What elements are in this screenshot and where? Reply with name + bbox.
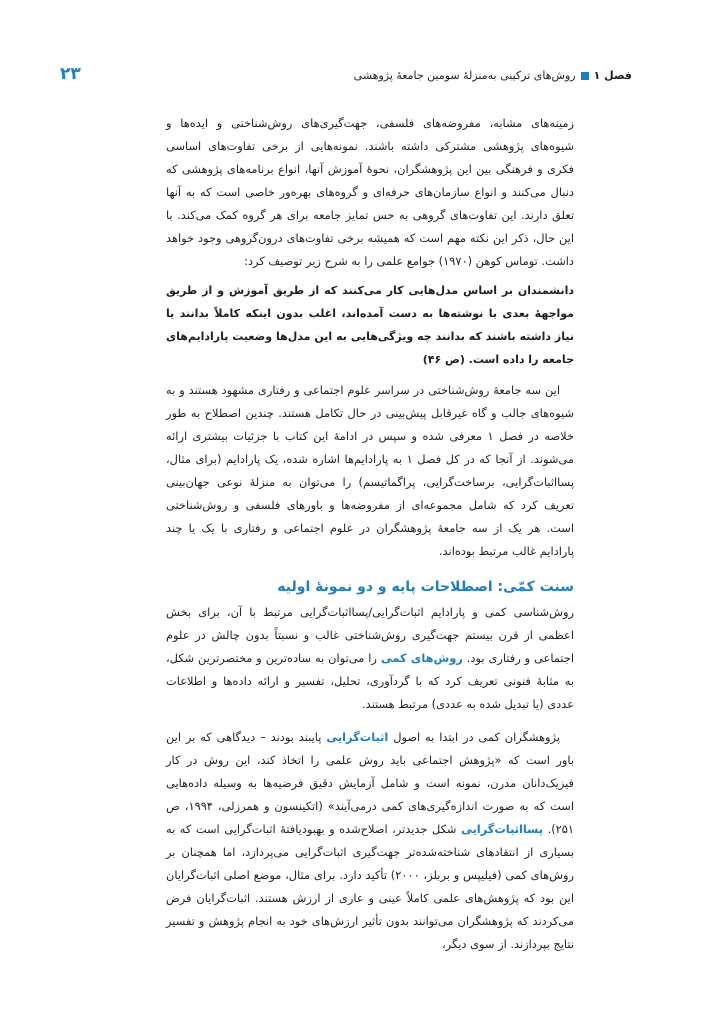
paragraph-1: زمینه‌های مشابه، مفروضه‌های فلسفی، جهت‌گیری‌های روش‌شناختی و ایده‌ها و شیوه‌های پژوهشی مشترکی داشته باشند. نمونه‌هایی از برخی تفاوت‌های اساسی فکری و فرهنگی بین این پژوهشگران، نحوهٔ آموزش آنها، انواع برنامه‌های پژوهشی که دنبال می‌کنند و انواع سازمان‌های حرفه‌ای و گروه‌های بهره‌ور خاصی است که به آنها تعلق دارند. این تفاوت‌های گروهی به حس تمایز جامعه برای هر گروه کمک می‌کند. با این حال، ذکر این نکته مهم است که همیشه برخی تفاوت‌های درون‌گروهی وجود خواهد داشت. توماس کوهن (۱۹۷۰) جوامع علمی را به شرح زیر توصیف کرد:	[166, 116, 574, 268]
paragraph-4-part-a: پژوهشگران کمی در ابتدا به اصول	[393, 730, 561, 744]
main-text	[166, 112, 574, 956]
page-number: ۲۳	[60, 64, 81, 84]
term-positivism: اثبات‌گرایی	[326, 730, 389, 744]
block-quote: دانشمندان بر اساس مدل‌هایی کار می‌کنند که از طریق آموزش و از طریق مواجههٔ بعدی با نوشته‌ها به دست آمده‌اند، اغلب بدون اینکه کاملاً بدانند یا نیاز داشته باشند که بدانند چه ویژگی‌هایی به این مدل‌ها وضعیت پارادایم‌های جامعه را داده است. (ص ۴۶)	[166, 284, 574, 366]
paragraph-gap	[166, 716, 574, 726]
square-bullet-icon	[581, 72, 589, 80]
paragraph-3-part-a: روش‌شناسی کمی و پارادایم اثبات‌گرایی/پسااثبات‌گرایی مرتبط با آن، برای بخش اعظمی از قرن بیستم جهت‌گیری روش‌شناختی غالب و نسبتاً بدون چالش در علوم اجتماعی و رفتاری بود.	[166, 605, 575, 665]
paragraph-2: این سه جامعهٔ روش‌شناختی در سراسر علوم اجتماعی و رفتاری مشهود هستند و به شیوه‌های جالب و گاه غیرقابل پیش‌بینی در حال تکامل هستند. چندین اصطلاح به طور خلاصه در فصل ۱ معرفی شده و سپس در ادامهٔ این کتاب با جزئیات بیشتری ارائه می‌شوند. از آنجا که در کل فصل ۱ به پارادایم‌ها اشاره شده، یک پارادایم (برای مثال، پسااثبات‌گرایی، برساخت‌گرایی، پراگماتیسم) را می‌توان به منزلهٔ نوعی جهان‌بینی تعریف کرد که شامل مجموعه‌ای از مفروضه‌ها و باورهای فلسفی و روش‌شناختی است. هر یک از سه جامعهٔ پژوهشگران در علوم اجتماعی و رفتاری با یک یا چند پارادایم غالب مرتبط بوده‌اند.	[166, 383, 574, 558]
term-postpositivism: پسااثبات‌گرایی	[460, 822, 544, 836]
section-heading: سنت کمّی: اصطلاحات پایه و دو نمونهٔ اولیه	[277, 579, 574, 595]
chapter-label: فصل ۱	[593, 69, 632, 82]
paragraph-4	[166, 726, 574, 956]
paragraph-4-part-c: شکل جدیدتر، اصلاح‌شده و بهبودیافتهٔ اثبات‌گرایی است که به بسیاری از انتقادهای شناخته‌شده‌تر جهت‌گیری اثبات‌گرایی می‌پردازد، اما همچنان بر روش‌های کمی (فیلیپس و بربلز، ۲۰۰۰) تأکید دارد. برای مثال، موضع اصلی اثبات‌گرایان این بود که پژوهش‌های علمی کاملاً عینی و عاری از ارزش هستند. اثبات‌گرایان فرض می‌کردند که پژوهشگران می‌توانند بدون تأثیر ارزش‌های خود به انجام پژوهش و تفسیر نتایج بپردازند. از سوی دیگر،	[166, 822, 574, 951]
term-quantitative-methods: روش‌های کمی	[380, 651, 463, 665]
paragraph-3	[166, 601, 574, 716]
chapter-title: روش‌های ترکیبی به‌منزلهٔ سومین جامعهٔ پژوهشی	[353, 69, 576, 82]
paragraph-3-part-b: را می‌توان به ساده‌ترین و مختصرترین شکل، به مثابهٔ فنونی تعریف کرد که با گردآوری، تحلیل، تفسیر و ارائه داده‌ها و اطلاعات عددی (یا تبدیل شده به عددی) مرتبط هستند.	[166, 651, 574, 711]
chapter-running-title	[354, 66, 632, 86]
paragraph-4-part-b: پایبند بودند – دیدگاهی که بر این باور است که «پژوهش اجتماعی باید روش علمی را اتخاذ کند، این روش در کار فیزیک‌دانان مدرن، نمونه است و شامل آزمایش دقیق فرضیه‌ها به وسیله داده‌هایی است که به صورت اندازه‌گیری‌های کمی درمی‌آیند» (اتکینسون و همرزلی، ۱۹۹۴، ص ۲۵۱).	[166, 730, 575, 836]
running-header	[60, 66, 632, 88]
